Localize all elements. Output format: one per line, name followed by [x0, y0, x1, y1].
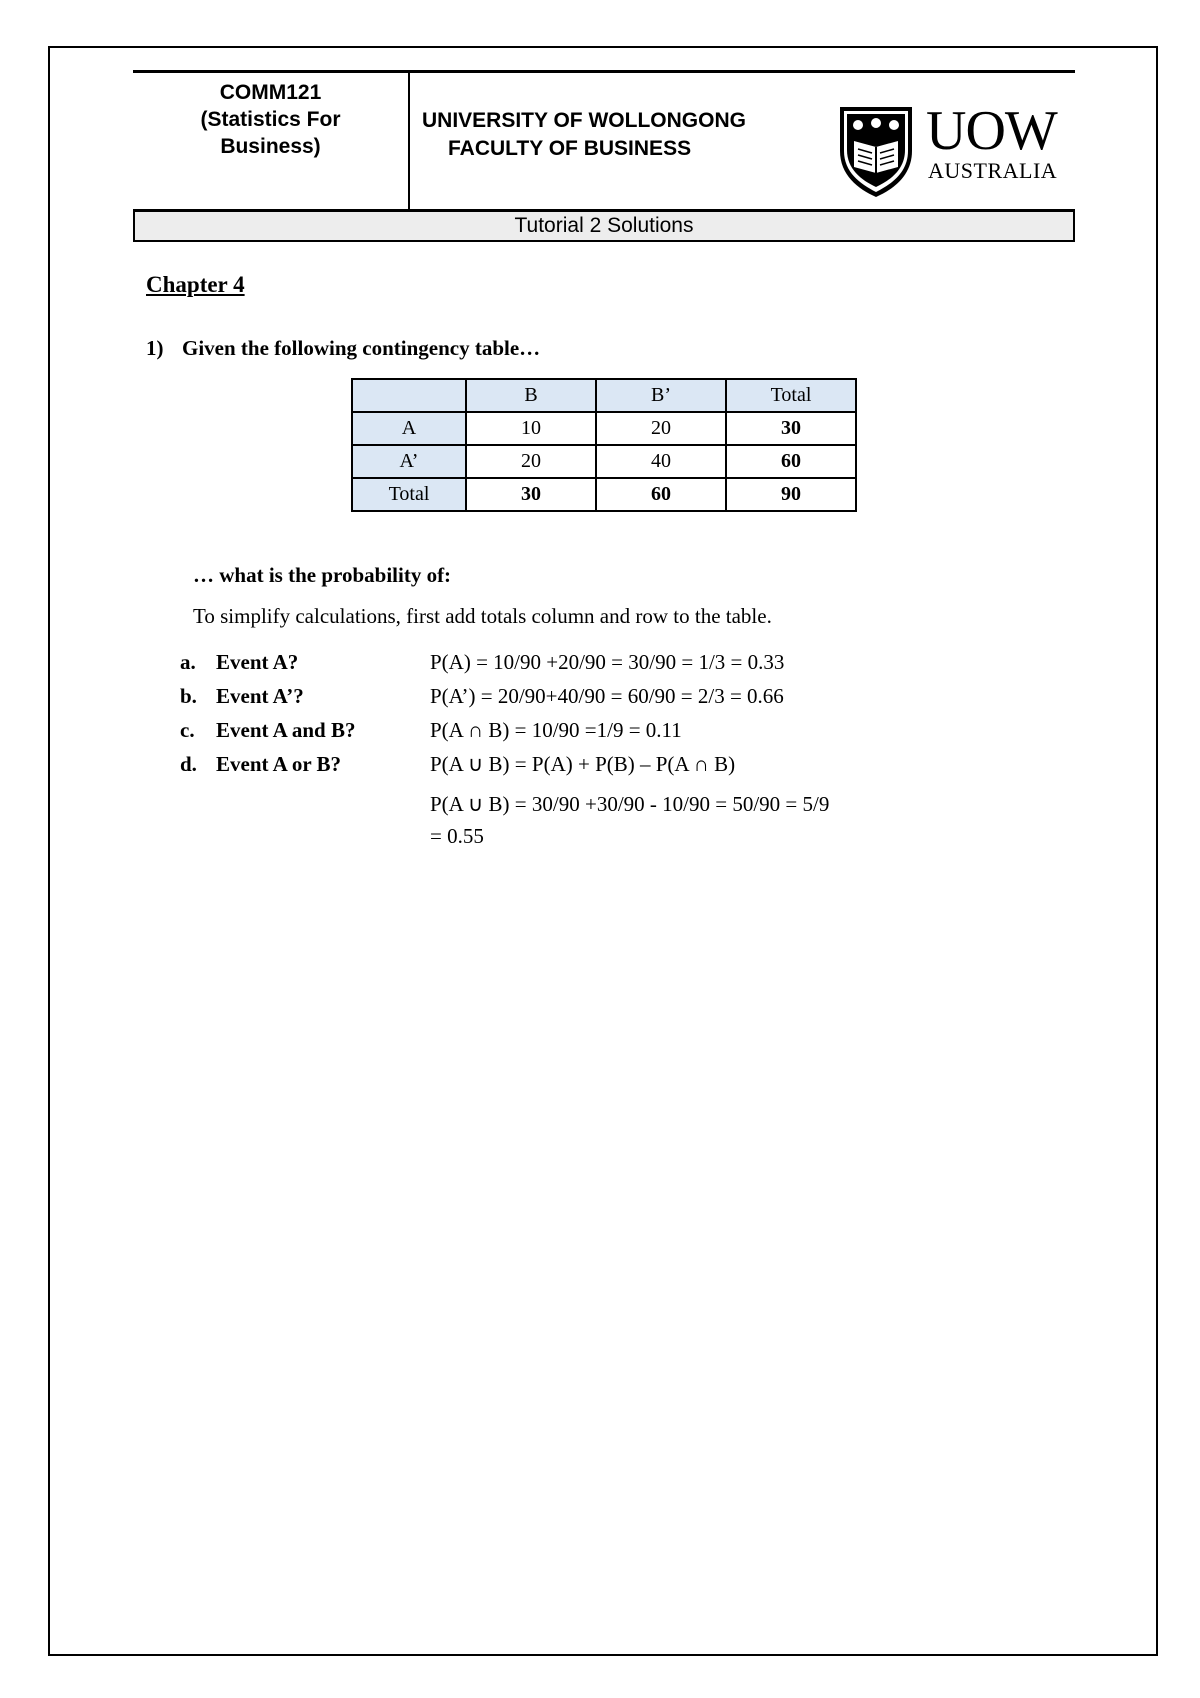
table-header-cell: B — [466, 379, 596, 412]
document-subtitle: Tutorial 2 Solutions — [133, 212, 1075, 242]
table-cell-grand-total: 90 — [726, 478, 856, 511]
table-cell-total: 60 — [596, 478, 726, 511]
table-row — [352, 478, 856, 511]
course-name-line2: Business) — [220, 135, 321, 158]
contingency-table — [351, 378, 857, 512]
logo-wordmark: UOW — [926, 100, 1057, 162]
item-solution: P(A’) = 20/90+40/90 = 60/90 = 2/3 = 0.66 — [430, 684, 784, 708]
table-cell: 10 — [466, 412, 596, 445]
table-row — [352, 445, 856, 478]
table-cell: 20 — [466, 445, 596, 478]
uow-logo — [836, 100, 1071, 201]
question-1 — [146, 336, 540, 361]
table-row-label: Total — [352, 478, 466, 511]
table-cell-total: 30 — [466, 478, 596, 511]
item-solution: P(A ∪ B) = P(A) + P(B) – P(A ∩ B) — [430, 752, 736, 776]
table-header-cell — [352, 379, 466, 412]
item-question: Event A or B? — [216, 752, 342, 776]
table-header-cell: Total — [726, 379, 856, 412]
question-number: 1) — [146, 336, 164, 360]
document-header — [133, 70, 1075, 212]
simplify-note: To simplify calculations, first add totals column and row to the table. — [193, 604, 772, 628]
table-cell-total: 60 — [726, 445, 856, 478]
university-name: UNIVERSITY OF WOLLONGONG — [422, 109, 746, 132]
table-cell-total: 30 — [726, 412, 856, 445]
question-text: Given the following contingency table… — [182, 336, 541, 360]
course-code: COMM121 — [219, 81, 322, 104]
course-name-line1: (Statistics For — [200, 108, 341, 131]
item-letter: d. — [180, 752, 197, 776]
logo-subtitle: AUSTRALIA — [928, 158, 1058, 183]
table-cell: 40 — [596, 445, 726, 478]
probability-intro: … what is the probability of: — [193, 563, 452, 587]
table-row-label: A’ — [352, 445, 466, 478]
crest-icon — [836, 103, 916, 199]
item-letter: c. — [180, 718, 195, 742]
faculty-name: FACULTY OF BUSINESS — [448, 137, 692, 160]
chapter-heading: Chapter 4 — [146, 272, 245, 297]
table-row — [352, 412, 856, 445]
item-letter: a. — [180, 650, 196, 674]
table-header-row — [352, 379, 856, 412]
table-row-label: A — [352, 412, 466, 445]
item-question: Event A’? — [216, 684, 304, 708]
item-solution-line2: P(A ∪ B) = 30/90 +30/90 - 10/90 = 50/90 = 5/9 — [430, 792, 830, 816]
item-letter: b. — [180, 684, 197, 708]
table-cell: 20 — [596, 412, 726, 445]
course-title — [133, 73, 410, 209]
table-header-cell: B’ — [596, 379, 726, 412]
item-solution: P(A) = 10/90 +20/90 = 30/90 = 1/3 = 0.33 — [430, 650, 785, 674]
item-solution: P(A ∩ B) = 10/90 =1/9 = 0.11 — [430, 718, 682, 742]
item-question: Event A? — [216, 650, 299, 674]
item-question: Event A and B? — [216, 718, 356, 742]
item-solution-line3: = 0.55 — [430, 824, 484, 848]
institution — [422, 107, 746, 163]
